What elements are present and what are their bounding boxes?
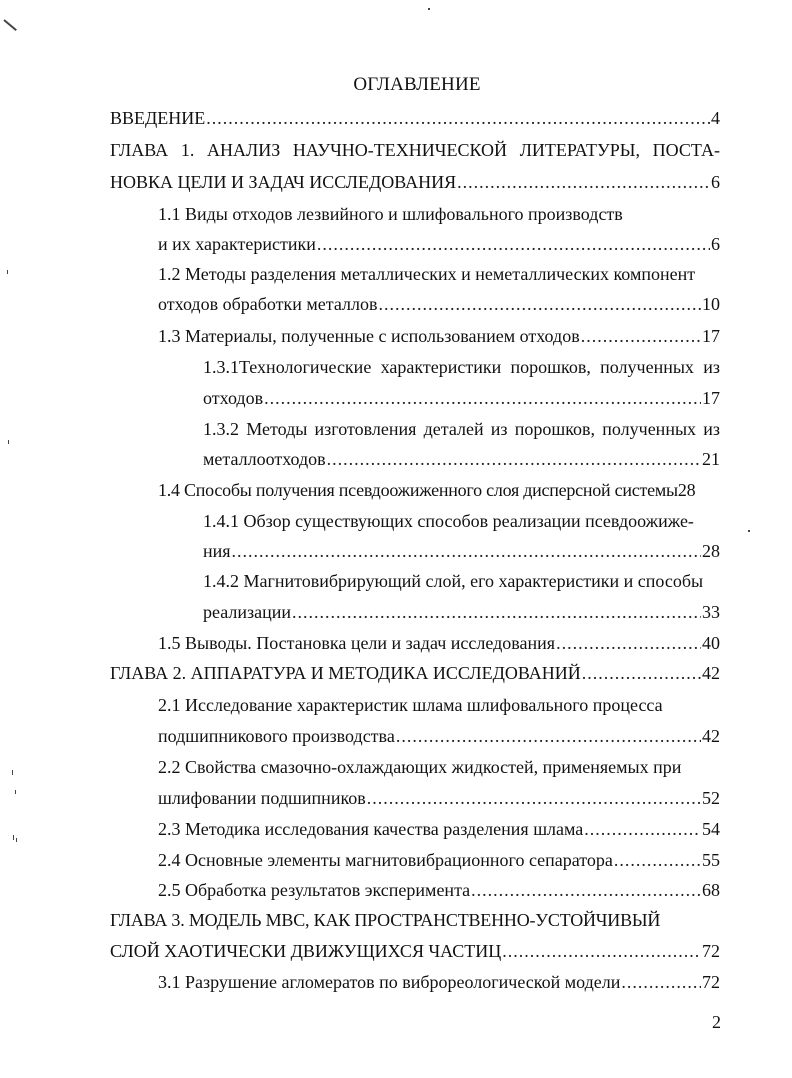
toc-entry-text: 1.3.2 Методы изготовления деталей из порошков, полученных из bbox=[203, 419, 720, 439]
toc-entry bbox=[203, 383, 720, 413]
dot-leader bbox=[206, 103, 710, 133]
toc-entry bbox=[158, 321, 720, 351]
toc-entry-text: 2.3 Методика исследования качества разделения шлама bbox=[158, 819, 584, 839]
dot-leader bbox=[232, 536, 701, 566]
toc-entry bbox=[110, 905, 720, 935]
toc-entry-text: 2.5 Обработка результатов эксперимента bbox=[158, 880, 471, 900]
toc-entry-page: 72 bbox=[702, 941, 720, 961]
dot-leader bbox=[502, 936, 701, 966]
page-number: 2 bbox=[712, 1012, 721, 1032]
dot-leader bbox=[582, 658, 701, 688]
toc-entry bbox=[110, 103, 720, 133]
toc-entry-page: 42 bbox=[702, 726, 720, 746]
toc-entry bbox=[203, 597, 720, 627]
toc-entry bbox=[158, 752, 720, 782]
toc-entry-text: 1.2 Методы разделения металлических и неметаллических компонент bbox=[158, 264, 696, 284]
toc-entry bbox=[203, 444, 720, 474]
dot-leader bbox=[327, 444, 701, 474]
dot-leader bbox=[621, 967, 701, 997]
scan-mark bbox=[8, 440, 9, 444]
toc-entry-text: НОВКА ЦЕЛИ И ЗАДАЧ ИССЛЕДОВАНИЯ bbox=[110, 172, 457, 192]
toc-entry bbox=[110, 135, 720, 165]
toc-entry bbox=[158, 259, 720, 289]
toc-entry bbox=[158, 814, 720, 844]
toc-entry bbox=[158, 628, 720, 658]
toc-entry-page: 6 bbox=[711, 234, 720, 254]
toc-entry bbox=[158, 229, 720, 259]
toc-entry-page: 68 bbox=[702, 880, 720, 900]
toc-entry-page: 72 bbox=[702, 972, 720, 992]
toc-entry-page: 17 bbox=[702, 388, 720, 408]
toc-entry-page: 33 bbox=[702, 602, 720, 622]
dot-leader bbox=[471, 875, 701, 905]
toc-entry-page: 10 bbox=[702, 294, 720, 314]
toc-entry bbox=[158, 845, 720, 875]
toc-entry-text: 1.4 Способы получения псевдоожиженного слоя дисперсной системы bbox=[158, 480, 678, 500]
dot-leader bbox=[581, 321, 701, 351]
toc-entry bbox=[158, 690, 720, 720]
scan-mark bbox=[13, 835, 14, 840]
dot-leader bbox=[378, 289, 701, 319]
toc-entry bbox=[203, 414, 720, 444]
toc-entry bbox=[110, 936, 720, 966]
toc-entry bbox=[158, 289, 720, 319]
toc-entry-page: 4 bbox=[711, 108, 720, 128]
toc-entry-page: 28 bbox=[702, 541, 720, 561]
toc-entry-text: 2.2 Свойства смазочно-охлаждающих жидкостей, применяемых при bbox=[158, 757, 682, 777]
toc-entry-text: ГЛАВА 3. МОДЕЛЬ МВС, КАК ПРОСТРАНСТВЕННО-УСТОЙЧИВЫЙ bbox=[110, 910, 661, 930]
toc-entry-page: 55 bbox=[702, 850, 720, 870]
scan-mark bbox=[428, 8, 430, 10]
dot-leader bbox=[614, 845, 701, 875]
toc-entry-text: ГЛАВА 1. АНАЛИЗ НАУЧНО-ТЕХНИЧЕСКОЙ ЛИТЕРАТУРЫ, ПОСТА- bbox=[110, 140, 720, 160]
scan-mark bbox=[12, 770, 13, 775]
toc-entry-text: отходов bbox=[203, 388, 264, 408]
dot-leader bbox=[317, 229, 710, 259]
toc-entry-text: реализации bbox=[203, 602, 291, 622]
toc-entry-text: 1.5 Выводы. Постановка цели и задач исследования bbox=[158, 633, 556, 653]
toc-entry-page: 6 bbox=[711, 172, 720, 192]
toc-entry-page: 40 bbox=[702, 633, 720, 653]
toc-entry-text: ВВЕДЕНИЕ bbox=[110, 108, 206, 128]
toc-entry-text: 1.3.1Технологические характеристики порошков, полученных из bbox=[203, 357, 720, 377]
dot-leader bbox=[556, 628, 701, 658]
scan-mark bbox=[15, 790, 16, 794]
dot-leader bbox=[367, 783, 701, 813]
toc-entry-text: металлоотходов bbox=[203, 449, 326, 469]
dot-leader bbox=[457, 167, 710, 197]
toc-entry-text: 2.4 Основные элементы магнитовибрационного сепаратора bbox=[158, 850, 613, 870]
toc-entry bbox=[158, 967, 720, 997]
toc-entry bbox=[158, 199, 720, 229]
toc-entry bbox=[158, 875, 720, 905]
toc-entry bbox=[158, 721, 720, 751]
toc-entry-page: 21 bbox=[702, 449, 720, 469]
toc-entry-text: и их характеристики bbox=[158, 234, 316, 254]
toc-entry-text: ния bbox=[203, 541, 231, 561]
toc-entry-text: 1.3 Материалы, полученные с использованием отходов bbox=[158, 326, 580, 346]
dot-leader bbox=[584, 814, 701, 844]
toc-entry bbox=[110, 167, 720, 197]
dot-leader bbox=[292, 597, 701, 627]
toc-entry bbox=[203, 536, 720, 566]
toc-entry-text: 1.1 Виды отходов лезвийного и шлифовального производств bbox=[158, 204, 623, 224]
scan-mark bbox=[748, 530, 750, 532]
toc-entry-text: отходов обработки металлов bbox=[158, 294, 378, 314]
scan-mark bbox=[16, 838, 17, 842]
toc-entry-page: 28 bbox=[677, 480, 696, 500]
toc-entry bbox=[158, 783, 720, 813]
toc-entry bbox=[158, 475, 720, 505]
toc-entry bbox=[203, 566, 720, 596]
toc-entry-text: 3.1 Разрушение агломератов по виброреологической модели bbox=[158, 972, 621, 992]
toc-title: ОГЛАВЛЕНИЕ bbox=[353, 74, 481, 95]
dot-leader bbox=[396, 721, 701, 751]
scan-mark bbox=[3, 19, 17, 31]
toc-entry bbox=[203, 352, 720, 382]
toc-entry-text: СЛОЙ ХАОТИЧЕСКИ ДВИЖУЩИХСЯ ЧАСТИЦ bbox=[110, 941, 502, 961]
toc-entry-page: 54 bbox=[702, 819, 720, 839]
toc-entry-page: 42 bbox=[702, 663, 720, 683]
toc-entry bbox=[110, 658, 720, 688]
scan-mark bbox=[7, 270, 8, 274]
toc-entry-text: 1.4.1 Обзор существующих способов реализации псевдоожиже- bbox=[203, 511, 694, 531]
dot-leader bbox=[264, 383, 701, 413]
toc-entry-text: 1.4.2 Магнитовибрирующий слой, его характеристики и способы bbox=[203, 571, 704, 591]
toc-entry-text: ГЛАВА 2. АППАРАТУРА И МЕТОДИКА ИССЛЕДОВАНИЙ bbox=[110, 663, 581, 683]
toc-entry-page: 52 bbox=[702, 788, 720, 808]
toc-entry-text: шлифовании подшипников bbox=[158, 788, 366, 808]
toc-entry-text: подшипникового производства bbox=[158, 726, 395, 746]
toc-entry-text: 2.1 Исследование характеристик шлама шлифовального процесса bbox=[158, 695, 663, 715]
toc-entry-page: 17 bbox=[702, 326, 720, 346]
toc-entry bbox=[203, 506, 720, 536]
